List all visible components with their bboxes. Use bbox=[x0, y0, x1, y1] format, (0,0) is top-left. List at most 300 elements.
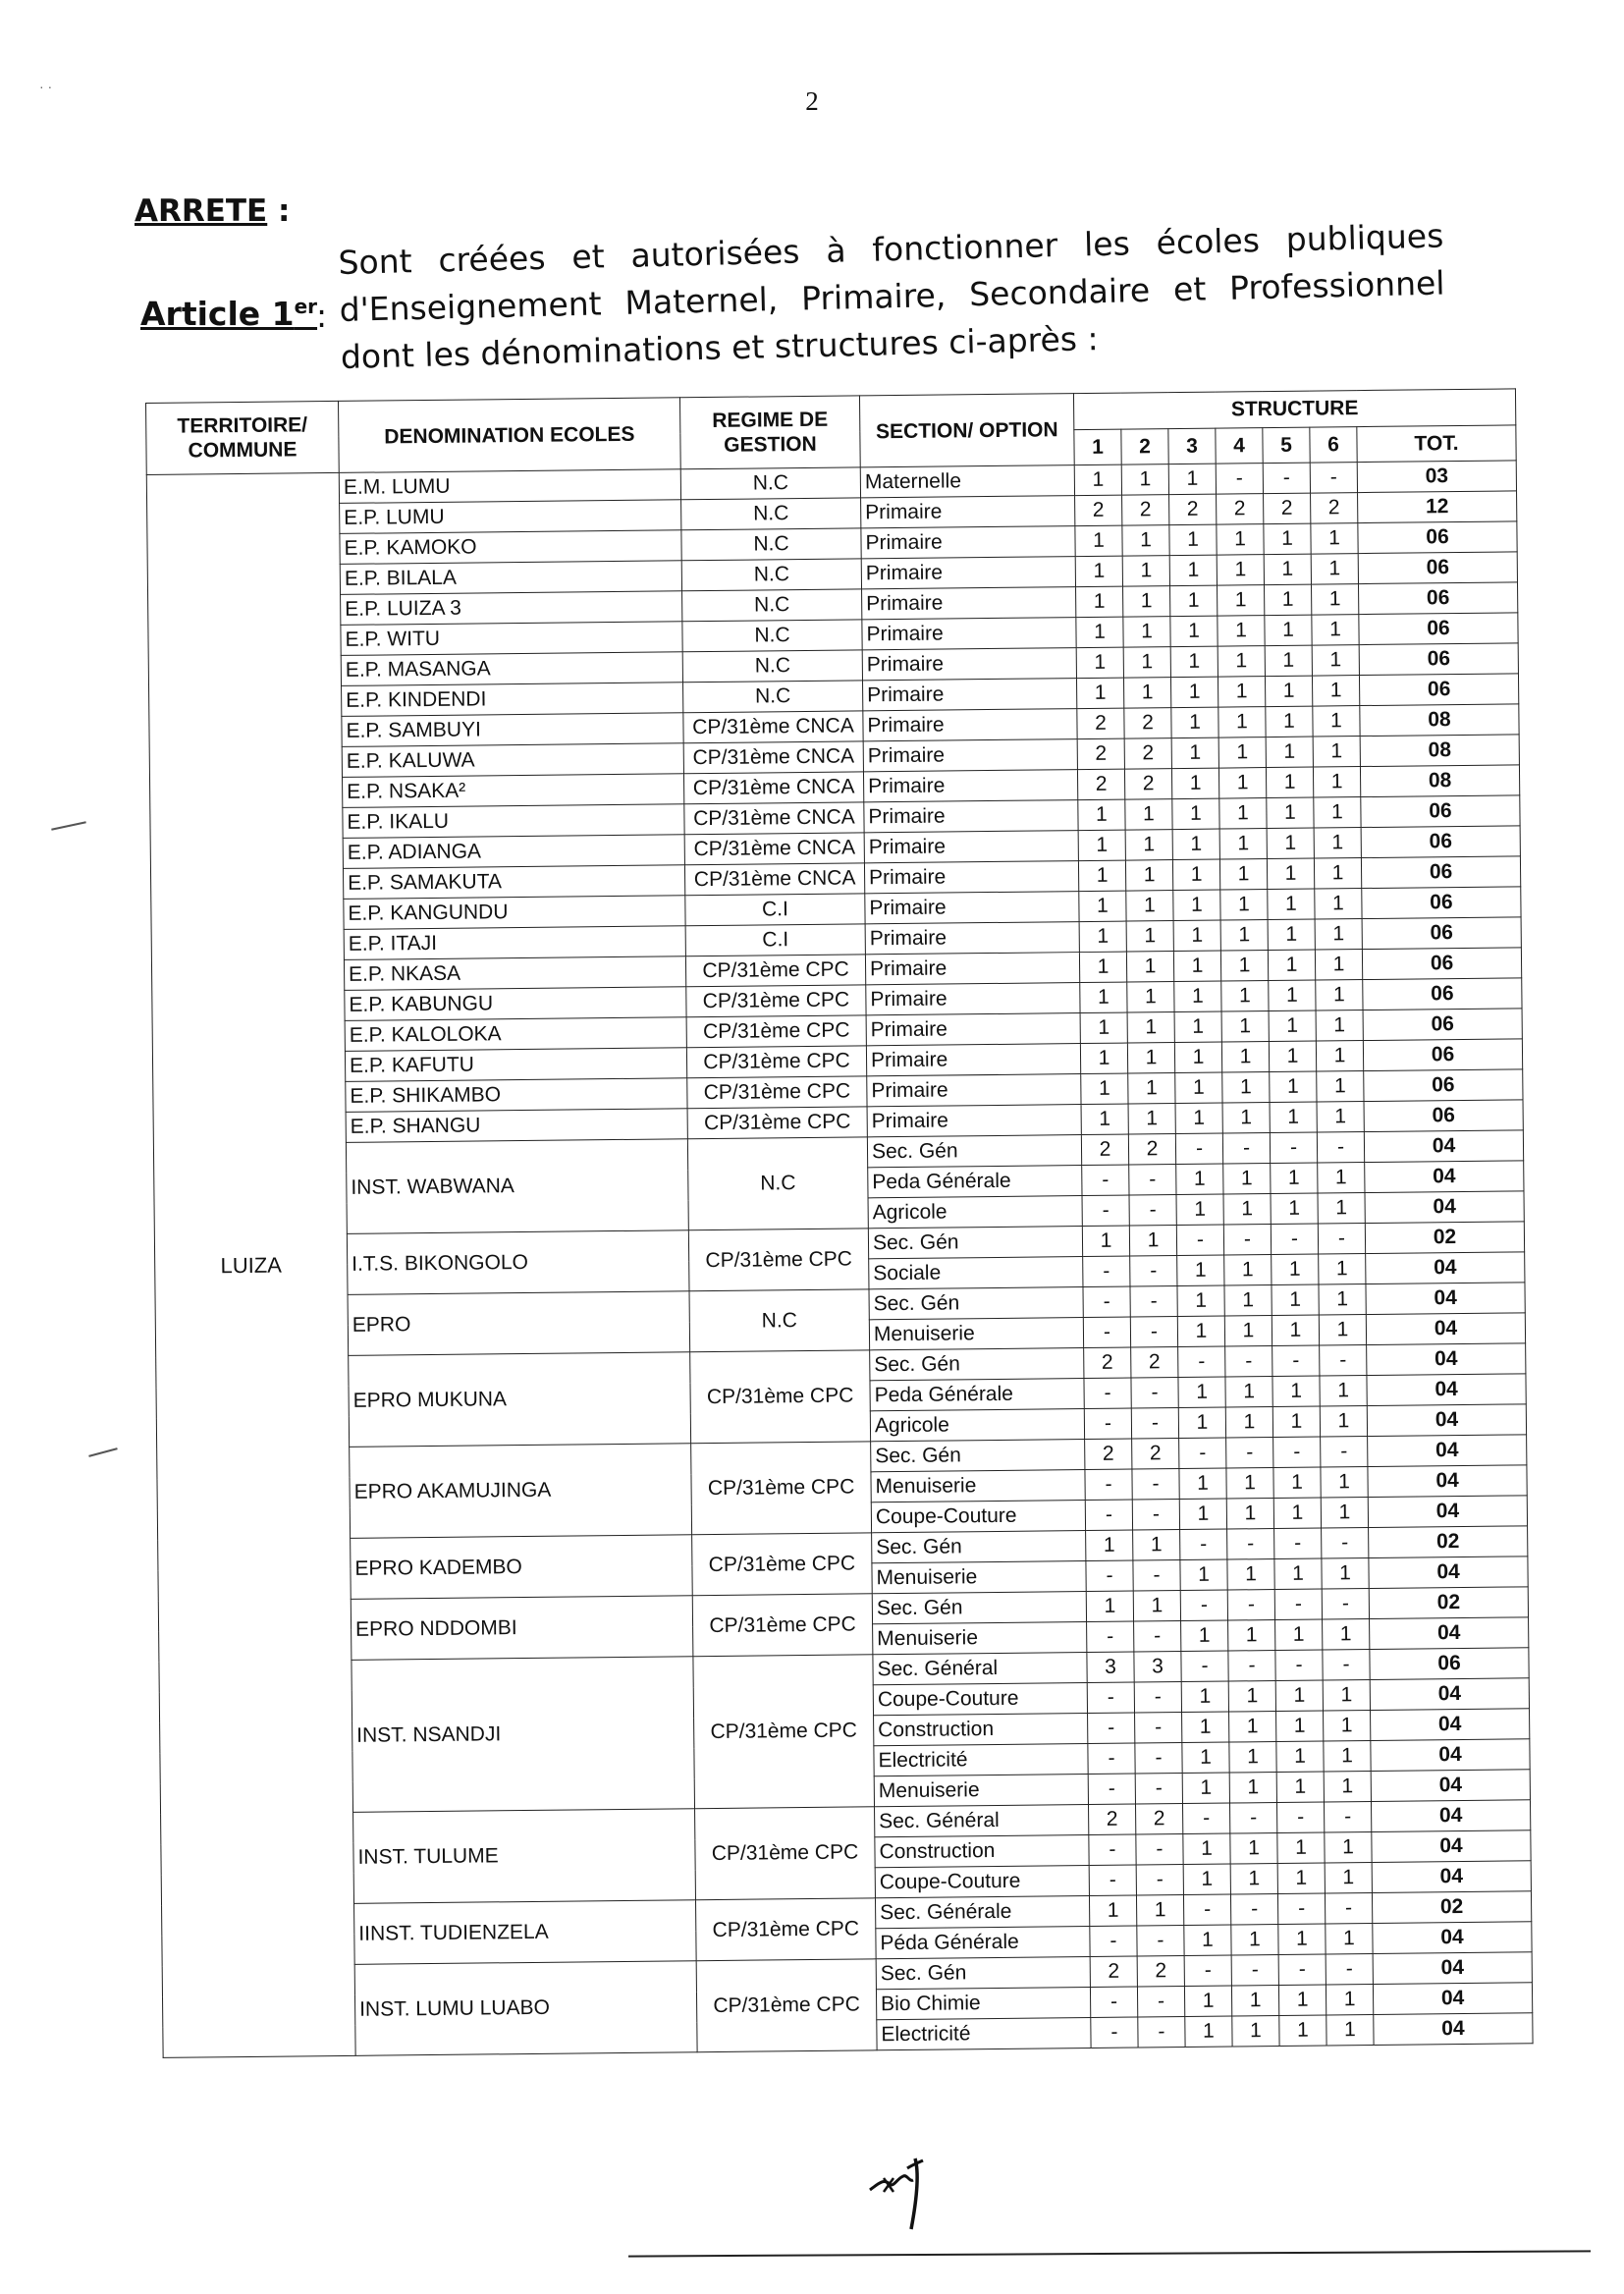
footer-line bbox=[628, 2250, 1591, 2257]
structure-cell: 1 bbox=[1268, 919, 1315, 951]
structure-cell: 1 bbox=[1170, 646, 1218, 678]
structure-cell: 1 bbox=[1268, 889, 1315, 920]
structure-cell: 1 bbox=[1121, 464, 1168, 496]
school-name: EPRO NDDOMBI bbox=[351, 1596, 693, 1661]
structure-cell: 1 bbox=[1230, 1864, 1277, 1895]
structure-cell: 2 bbox=[1264, 493, 1311, 524]
section-cell: Menuiserie bbox=[873, 1622, 1087, 1655]
structure-cell: - bbox=[1133, 1560, 1180, 1592]
structure-cell: - bbox=[1227, 1529, 1274, 1560]
regime-cell: N.C bbox=[682, 589, 862, 622]
structure-cell: - bbox=[1130, 1286, 1177, 1318]
structure-cell: - bbox=[1322, 1528, 1369, 1559]
structure-cell: - bbox=[1324, 1802, 1371, 1833]
regime-cell: CP/31ème CPC bbox=[690, 1350, 871, 1444]
section-cell: Primaire bbox=[861, 526, 1075, 559]
structure-cell: - bbox=[1087, 1682, 1134, 1714]
structure-cell: 2 bbox=[1084, 1347, 1131, 1379]
structure-cell: - bbox=[1227, 1590, 1274, 1621]
structure-cell: 1 bbox=[1272, 1254, 1319, 1285]
structure-cell: 1 bbox=[1323, 1619, 1370, 1651]
section-cell: Primaire bbox=[861, 557, 1075, 589]
total-cell: 06 bbox=[1362, 917, 1521, 950]
structure-cell: 1 bbox=[1074, 464, 1121, 496]
structure-cell: 2 bbox=[1090, 1956, 1137, 1988]
school-name: E.P. KANGUNDU bbox=[344, 896, 685, 930]
structure-cell: 2 bbox=[1077, 738, 1124, 770]
structure-cell: 1 bbox=[1082, 1226, 1129, 1257]
structure-cell: 1 bbox=[1317, 1071, 1364, 1103]
total-cell: 06 bbox=[1361, 826, 1520, 858]
header-structure-col: 2 bbox=[1121, 428, 1168, 464]
structure-cell: - bbox=[1321, 1437, 1368, 1468]
structure-cell: - bbox=[1184, 1955, 1231, 1987]
structure-cell: 1 bbox=[1224, 1255, 1272, 1286]
regime-cell: N.C bbox=[681, 528, 861, 561]
regime-cell: CP/31ème CNCA bbox=[683, 772, 863, 804]
structure-cell: 1 bbox=[1267, 797, 1314, 829]
structure-cell: - bbox=[1175, 1133, 1222, 1165]
structure-cell: 1 bbox=[1272, 1376, 1320, 1407]
structure-cell: 1 bbox=[1182, 1742, 1229, 1774]
section-cell: Primaire bbox=[862, 618, 1076, 650]
school-name: INST. NSANDJI bbox=[352, 1657, 695, 1813]
section-cell: Construction bbox=[875, 1835, 1089, 1868]
structure-cell: 1 bbox=[1080, 1012, 1127, 1044]
section-cell: Sociale bbox=[869, 1257, 1083, 1289]
structure-cell: 2 bbox=[1137, 1956, 1184, 1988]
structure-cell: 1 bbox=[1276, 1772, 1324, 1803]
arrete-label: ARRETE bbox=[135, 193, 268, 229]
structure-cell: 1 bbox=[1321, 1467, 1368, 1499]
structure-cell: 1 bbox=[1278, 1985, 1326, 2016]
arrete-heading bbox=[135, 193, 290, 229]
total-cell: 04 bbox=[1373, 1983, 1532, 2015]
structure-cell: 1 bbox=[1229, 1712, 1276, 1743]
structure-cell: 2 bbox=[1124, 738, 1171, 770]
structure-cell: 1 bbox=[1266, 767, 1313, 798]
section-cell: Sec. Gén bbox=[870, 1348, 1084, 1381]
structure-cell: 1 bbox=[1225, 1377, 1272, 1408]
structure-cell: 1 bbox=[1218, 768, 1266, 799]
structure-cell: - bbox=[1131, 1408, 1178, 1440]
structure-cell: 1 bbox=[1324, 1741, 1371, 1773]
structure-cell: 2 bbox=[1077, 769, 1124, 800]
structure-cell: 1 bbox=[1315, 889, 1362, 920]
structure-cell: 1 bbox=[1176, 1194, 1223, 1226]
structure-cell: 1 bbox=[1224, 1316, 1272, 1347]
structure-cell: 1 bbox=[1323, 1680, 1370, 1712]
structure-cell: 2 bbox=[1131, 1347, 1178, 1379]
total-cell: 02 bbox=[1365, 1222, 1524, 1254]
school-name: E.P. SHANGU bbox=[346, 1109, 687, 1143]
total-cell: 12 bbox=[1358, 491, 1517, 523]
structure-cell: 1 bbox=[1318, 1193, 1365, 1225]
structure-cell: 1 bbox=[1267, 828, 1314, 859]
structure-cell: 1 bbox=[1312, 584, 1359, 616]
structure-cell: - bbox=[1276, 1802, 1324, 1833]
structure-cell: 1 bbox=[1228, 1620, 1275, 1652]
total-cell: 04 bbox=[1367, 1404, 1526, 1437]
structure-cell: - bbox=[1089, 1834, 1136, 1866]
structure-cell: - bbox=[1274, 1528, 1322, 1559]
structure-cell: - bbox=[1271, 1224, 1318, 1255]
structure-cell: - bbox=[1274, 1589, 1322, 1620]
structure-cell: - bbox=[1228, 1651, 1275, 1682]
structure-cell: 2 bbox=[1128, 1134, 1175, 1166]
structure-cell: 1 bbox=[1218, 707, 1266, 738]
structure-cell: - bbox=[1277, 1893, 1325, 1925]
structure-cell: 1 bbox=[1219, 859, 1267, 891]
section-cell: Primaire bbox=[865, 922, 1079, 955]
header-structure-col: 1 bbox=[1074, 429, 1121, 465]
structure-cell: - bbox=[1179, 1438, 1226, 1469]
regime-cell: CP/31ème CPC bbox=[686, 1015, 866, 1048]
structure-cell: - bbox=[1226, 1438, 1273, 1469]
scan-mark bbox=[88, 1447, 117, 1457]
total-cell: 04 bbox=[1369, 1557, 1528, 1589]
structure-cell: 1 bbox=[1181, 1620, 1228, 1652]
total-cell: 04 bbox=[1368, 1435, 1527, 1467]
section-cell: Péda Générale bbox=[876, 1927, 1090, 1959]
structure-cell: - bbox=[1263, 463, 1310, 494]
regime-cell: CP/31ème CPC bbox=[686, 985, 866, 1017]
structure-cell: - bbox=[1129, 1195, 1176, 1227]
structure-cell: 1 bbox=[1272, 1406, 1320, 1438]
structure-cell: 2 bbox=[1085, 1439, 1132, 1470]
structure-cell: 1 bbox=[1314, 828, 1361, 859]
section-cell: Primaire bbox=[867, 1074, 1081, 1107]
school-name: E.M. LUMU bbox=[339, 469, 680, 504]
structure-cell: 2 bbox=[1081, 1134, 1128, 1166]
section-cell: Menuiserie bbox=[872, 1561, 1086, 1594]
structure-cell: 1 bbox=[1311, 523, 1358, 555]
scan-mark bbox=[51, 821, 86, 830]
structure-cell: 1 bbox=[1321, 1498, 1368, 1529]
structure-cell: 1 bbox=[1319, 1315, 1366, 1346]
header-structure-col: 5 bbox=[1263, 427, 1310, 464]
school-name: E.P. KABUNGU bbox=[345, 987, 686, 1021]
structure-cell: 1 bbox=[1076, 647, 1123, 679]
total-cell: 06 bbox=[1359, 582, 1518, 615]
header-structure-col: 6 bbox=[1310, 426, 1357, 463]
structure-cell: 1 bbox=[1316, 1010, 1363, 1042]
structure-cell: 1 bbox=[1226, 1499, 1273, 1530]
structure-cell: 1 bbox=[1232, 2015, 1279, 2047]
structure-cell: 1 bbox=[1081, 1073, 1128, 1105]
structure-cell: - bbox=[1216, 464, 1263, 495]
structure-cell: 2 bbox=[1169, 494, 1217, 525]
school-name: EPRO bbox=[348, 1291, 690, 1356]
total-cell: 04 bbox=[1368, 1496, 1527, 1528]
header-structure-col: 3 bbox=[1168, 428, 1216, 464]
structure-cell: 2 bbox=[1075, 495, 1122, 526]
structure-cell: 1 bbox=[1265, 615, 1312, 646]
structure-cell: 1 bbox=[1326, 2014, 1374, 2046]
total-cell: 04 bbox=[1366, 1252, 1525, 1284]
structure-cell: 1 bbox=[1319, 1254, 1366, 1285]
structure-cell: 1 bbox=[1315, 950, 1362, 981]
structure-cell: 1 bbox=[1183, 1864, 1230, 1895]
structure-cell: 1 bbox=[1126, 891, 1173, 922]
structure-cell: 1 bbox=[1265, 676, 1312, 707]
structure-cell: 1 bbox=[1181, 1681, 1228, 1713]
school-name: E.P. BILALA bbox=[340, 561, 681, 595]
total-cell: 06 bbox=[1359, 643, 1518, 676]
section-cell: Primaire bbox=[863, 739, 1077, 772]
structure-cell: - bbox=[1325, 1892, 1372, 1924]
structure-cell: 1 bbox=[1270, 1071, 1317, 1103]
structure-cell: 1 bbox=[1176, 1164, 1223, 1195]
section-cell: Bio Chimie bbox=[876, 1988, 1090, 2020]
section-cell: Sec. Gén bbox=[872, 1531, 1086, 1563]
structure-cell: - bbox=[1223, 1225, 1271, 1256]
territoire-cell: LUIZA bbox=[146, 472, 355, 2057]
structure-cell: 1 bbox=[1123, 586, 1170, 618]
structure-cell: 1 bbox=[1129, 1226, 1176, 1257]
structure-cell: - bbox=[1083, 1317, 1130, 1348]
structure-cell: - bbox=[1180, 1590, 1227, 1621]
structure-cell: 1 bbox=[1180, 1559, 1227, 1591]
total-cell: 02 bbox=[1369, 1587, 1528, 1619]
total-cell: 04 bbox=[1372, 1861, 1531, 1893]
structure-cell: - bbox=[1272, 1345, 1320, 1377]
structure-cell: - bbox=[1229, 1803, 1276, 1834]
structure-cell: 2 bbox=[1089, 1804, 1136, 1835]
regime-cell: N.C bbox=[680, 467, 860, 500]
structure-cell: 3 bbox=[1087, 1652, 1134, 1683]
total-cell: 04 bbox=[1370, 1678, 1529, 1711]
structure-cell: 1 bbox=[1076, 617, 1123, 648]
total-cell: 06 bbox=[1359, 613, 1518, 645]
structure-cell: 1 bbox=[1326, 1923, 1373, 1954]
structure-cell: - bbox=[1088, 1713, 1135, 1744]
section-cell: Primaire bbox=[863, 770, 1077, 802]
structure-cell: - bbox=[1084, 1408, 1131, 1440]
structure-cell: 1 bbox=[1277, 1863, 1325, 1894]
structure-cell: 1 bbox=[1272, 1284, 1319, 1316]
structure-cell: 1 bbox=[1313, 706, 1360, 737]
section-cell: Primaire bbox=[864, 800, 1078, 833]
structure-cell: 2 bbox=[1122, 495, 1169, 526]
structure-cell: 1 bbox=[1126, 921, 1173, 953]
structure-cell: 1 bbox=[1313, 737, 1360, 768]
regime-cell: CP/31ème CPC bbox=[692, 1533, 873, 1596]
structure-cell: - bbox=[1137, 1926, 1184, 1957]
structure-cell: 1 bbox=[1170, 677, 1218, 708]
regime-cell: CP/31ème CPC bbox=[695, 1807, 876, 1900]
structure-cell: 2 bbox=[1135, 1804, 1182, 1835]
structure-cell: - bbox=[1278, 1954, 1326, 1986]
structure-cell: 1 bbox=[1229, 1773, 1276, 1804]
structure-cell: 1 bbox=[1316, 1041, 1363, 1072]
structure-cell: - bbox=[1085, 1469, 1132, 1501]
structure-cell: 1 bbox=[1272, 1315, 1319, 1346]
structure-cell: 1 bbox=[1315, 919, 1362, 951]
structure-cell: 1 bbox=[1184, 1925, 1231, 1956]
structure-cell: 1 bbox=[1128, 1104, 1175, 1135]
structure-cell: 1 bbox=[1320, 1376, 1367, 1407]
structure-cell: 1 bbox=[1226, 1468, 1273, 1500]
structure-cell: 1 bbox=[1314, 797, 1361, 829]
structure-cell: 1 bbox=[1325, 1832, 1372, 1864]
total-cell: 04 bbox=[1373, 1952, 1532, 1985]
school-name: E.P. LUMU bbox=[340, 500, 681, 534]
structure-cell: 1 bbox=[1169, 555, 1217, 586]
total-cell: 06 bbox=[1362, 887, 1521, 919]
structure-cell: 1 bbox=[1271, 1163, 1318, 1194]
structure-cell: 2 bbox=[1217, 494, 1264, 525]
structure-cell: 1 bbox=[1127, 1043, 1174, 1074]
regime-cell: N.C bbox=[687, 1137, 868, 1230]
structure-cell: 1 bbox=[1324, 1711, 1371, 1742]
structure-cell: 1 bbox=[1275, 1680, 1323, 1712]
structure-cell: 1 bbox=[1078, 799, 1125, 831]
section-cell: Sec. Générale bbox=[875, 1896, 1089, 1929]
structure-cell: 1 bbox=[1221, 1011, 1269, 1043]
structure-cell: 1 bbox=[1173, 890, 1220, 921]
school-name: INST. LUMU LUABO bbox=[354, 1961, 697, 2056]
structure-cell: 1 bbox=[1221, 981, 1269, 1012]
structure-cell: 1 bbox=[1318, 1163, 1365, 1194]
structure-cell: 1 bbox=[1075, 556, 1122, 587]
total-cell: 04 bbox=[1373, 1922, 1532, 1954]
structure-cell: 1 bbox=[1125, 860, 1172, 892]
regime-cell: CP/31ème CNCA bbox=[683, 711, 863, 743]
regime-cell: N.C bbox=[682, 620, 862, 652]
section-cell: Primaire bbox=[867, 1105, 1081, 1137]
structure-cell: 1 bbox=[1173, 920, 1220, 952]
schools-table-wrapper bbox=[145, 388, 1533, 2058]
structure-cell: 1 bbox=[1122, 525, 1169, 557]
total-cell: 06 bbox=[1363, 978, 1522, 1010]
structure-cell: 1 bbox=[1322, 1558, 1369, 1590]
structure-cell: 1 bbox=[1277, 1832, 1325, 1864]
structure-cell: - bbox=[1132, 1500, 1179, 1531]
school-name: E.P. MASANGA bbox=[341, 652, 682, 686]
section-cell: Primaire bbox=[864, 831, 1078, 863]
regime-cell: CP/31ème CPC bbox=[686, 1046, 866, 1078]
structure-cell: 1 bbox=[1231, 1985, 1278, 2016]
school-name: E.P. KAMOKO bbox=[340, 530, 681, 565]
structure-cell: - bbox=[1138, 2017, 1185, 2048]
structure-cell: 1 bbox=[1133, 1591, 1180, 1622]
structure-cell: 1 bbox=[1230, 1833, 1277, 1865]
total-cell: 06 bbox=[1362, 948, 1521, 980]
page-number: 2 bbox=[805, 86, 819, 116]
school-name: E.P. KINDENDI bbox=[342, 683, 683, 717]
structure-cell: 1 bbox=[1222, 1103, 1270, 1134]
structure-cell: 1 bbox=[1316, 980, 1363, 1011]
structure-cell: - bbox=[1130, 1317, 1177, 1348]
section-cell: Sec. Général bbox=[873, 1653, 1087, 1685]
section-cell: Primaire bbox=[865, 953, 1079, 985]
structure-cell: 1 bbox=[1080, 1043, 1127, 1074]
section-cell: Electricité bbox=[874, 1744, 1088, 1776]
regime-cell: CP/31ème CPC bbox=[687, 1076, 867, 1109]
structure-cell: - bbox=[1083, 1256, 1130, 1287]
structure-cell: 1 bbox=[1076, 586, 1123, 618]
structure-cell: - bbox=[1088, 1743, 1135, 1775]
total-cell: 04 bbox=[1371, 1739, 1530, 1772]
regime-cell: CP/31ème CNCA bbox=[683, 741, 863, 774]
total-cell: 04 bbox=[1370, 1617, 1529, 1650]
structure-cell: 1 bbox=[1225, 1407, 1272, 1439]
header-structure-col: TOT. bbox=[1357, 424, 1516, 462]
structure-cell: 1 bbox=[1269, 980, 1316, 1011]
section-cell: Sec. Gén bbox=[876, 1957, 1090, 1990]
structure-cell: - bbox=[1275, 1650, 1323, 1681]
structure-cell: 1 bbox=[1264, 554, 1311, 585]
structure-cell: - bbox=[1085, 1500, 1132, 1531]
structure-cell: - bbox=[1130, 1256, 1177, 1287]
structure-cell: - bbox=[1131, 1378, 1178, 1409]
structure-cell: - bbox=[1225, 1346, 1272, 1378]
total-cell: 08 bbox=[1360, 704, 1519, 737]
structure-cell: 1 bbox=[1227, 1559, 1274, 1591]
structure-cell: - bbox=[1182, 1803, 1229, 1834]
structure-cell: 1 bbox=[1179, 1499, 1226, 1530]
total-cell: 02 bbox=[1372, 1891, 1531, 1924]
section-cell: Coupe-Couture bbox=[871, 1501, 1085, 1533]
structure-cell: - bbox=[1082, 1195, 1129, 1227]
structure-cell: 2 bbox=[1132, 1439, 1179, 1470]
structure-cell: 1 bbox=[1184, 1986, 1231, 2017]
structure-cell: 1 bbox=[1177, 1285, 1224, 1317]
total-cell: 04 bbox=[1366, 1283, 1525, 1315]
structure-cell: 1 bbox=[1229, 1742, 1276, 1774]
structure-cell: - bbox=[1323, 1650, 1370, 1681]
structure-cell: 1 bbox=[1314, 858, 1361, 890]
regime-cell: C.I bbox=[685, 924, 865, 956]
regime-cell: CP/31ème CPC bbox=[695, 1898, 876, 1961]
structure-cell: 1 bbox=[1276, 1741, 1324, 1773]
structure-cell: - bbox=[1083, 1286, 1130, 1318]
total-cell: 06 bbox=[1364, 1100, 1523, 1132]
structure-cell: 1 bbox=[1219, 798, 1267, 830]
school-name: I.T.S. BIKONGOLO bbox=[347, 1230, 689, 1295]
section-cell: Menuiserie bbox=[874, 1775, 1088, 1807]
regime-cell: C.I bbox=[685, 894, 865, 926]
structure-cell: 1 bbox=[1311, 554, 1358, 585]
section-cell: Peda Générale bbox=[868, 1166, 1082, 1198]
structure-cell: 1 bbox=[1170, 616, 1218, 647]
structure-cell: - bbox=[1320, 1345, 1367, 1377]
structure-cell: 1 bbox=[1182, 1773, 1229, 1804]
school-name: INST. TULUME bbox=[353, 1809, 696, 1904]
structure-cell: 1 bbox=[1174, 981, 1221, 1012]
section-cell: Sec. Gén bbox=[872, 1592, 1086, 1624]
structure-cell: 1 bbox=[1274, 1558, 1322, 1590]
structure-cell: 1 bbox=[1174, 1011, 1221, 1043]
total-cell: 02 bbox=[1369, 1526, 1528, 1558]
structure-cell: 1 bbox=[1078, 830, 1125, 861]
structure-cell: 1 bbox=[1269, 1041, 1316, 1072]
structure-cell: - bbox=[1326, 1953, 1373, 1985]
structure-cell: 1 bbox=[1169, 524, 1217, 556]
structure-cell: 1 bbox=[1080, 982, 1127, 1013]
structure-cell: 1 bbox=[1075, 525, 1122, 557]
structure-cell: 1 bbox=[1313, 767, 1360, 798]
school-name: INST. WABWANA bbox=[346, 1139, 688, 1234]
school-name: E.P. WITU bbox=[341, 622, 682, 656]
school-name: E.P. SAMAKUTA bbox=[343, 865, 684, 900]
total-cell: 04 bbox=[1371, 1800, 1530, 1832]
structure-cell: 1 bbox=[1271, 1193, 1318, 1225]
school-name: EPRO MUKUNA bbox=[349, 1352, 691, 1447]
total-cell: 04 bbox=[1371, 1709, 1530, 1741]
structure-cell: 1 bbox=[1319, 1284, 1366, 1316]
